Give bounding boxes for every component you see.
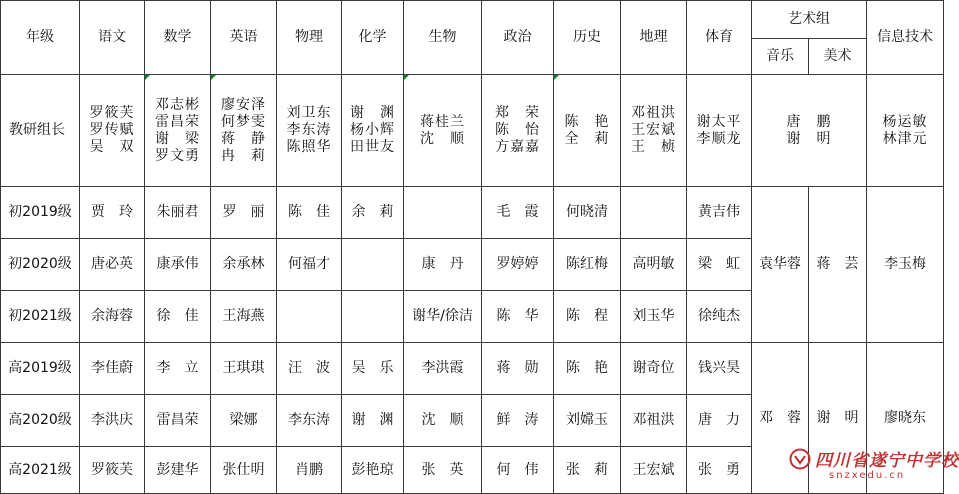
header-math: 数学 [145, 1, 211, 75]
grade-label: 高2019级 [1, 343, 80, 395]
teacher-cell: 钱兴昊 [687, 343, 752, 395]
teacher-cell: 李洪霞 [404, 343, 482, 395]
leader-name: 陈 怡 [495, 122, 540, 138]
teacher-cell: 毛 霞 [482, 187, 554, 239]
teacher-cell: 李东涛 [277, 395, 342, 447]
teacher-cell: 徐 佳 [145, 291, 211, 343]
watermark-url: snzxedu.cn [829, 470, 906, 481]
leaders-math [145, 75, 211, 187]
header-physics: 物理 [277, 1, 342, 75]
teacher-cell: 谢华/徐洁 [404, 291, 482, 343]
leaders-chinese [80, 75, 145, 187]
leader-name: 邓祖洪 [631, 105, 676, 121]
teacher-cell: 彭建华 [145, 447, 211, 494]
header-politics: 政治 [482, 1, 554, 75]
leader-name: 吴 双 [89, 139, 135, 155]
teacher-cell: 鲜 涛 [482, 395, 554, 447]
leader-name: 罗文勇 [155, 147, 200, 164]
teacher-cell: 罗婷婷 [482, 239, 554, 291]
teacher-cell: 邓祖洪 [621, 395, 687, 447]
grade-label: 初2019级 [1, 187, 80, 239]
header-grade: 年级 [1, 1, 80, 75]
leader-name: 罗传赋 [89, 122, 135, 138]
teacher-cell: 高明敏 [621, 239, 687, 291]
teacher-cell: 张 英 [404, 447, 482, 494]
teacher-cell: 何晓清 [554, 187, 621, 239]
leader-name: 陈 艳 [564, 113, 610, 130]
header-pe: 体育 [687, 1, 752, 75]
teacher-cell [621, 187, 687, 239]
leaders-english [211, 75, 277, 187]
teacher-cell: 汪 波 [277, 343, 342, 395]
teacher-cell [342, 291, 404, 343]
grade-label: 初2020级 [1, 239, 80, 291]
header-it: 信息技术 [867, 1, 944, 75]
teacher-cell: 梁 虹 [687, 239, 752, 291]
leader-name: 全 莉 [564, 130, 610, 147]
teacher-cell: 张 勇 [687, 447, 752, 494]
leader-name: 刘卫东 [286, 105, 332, 121]
teacher-cell: 陈红梅 [554, 239, 621, 291]
leader-name: 谢 梁 [155, 130, 200, 147]
teacher-cell: 彭艳琼 [342, 447, 404, 494]
teacher-cell: 陈 艳 [554, 343, 621, 395]
teacher-cell: 刘嫦玉 [554, 395, 621, 447]
teacher-cell: 余 莉 [342, 187, 404, 239]
leaders-geography [621, 75, 687, 187]
teacher-cell: 谢奇位 [621, 343, 687, 395]
leader-name: 廖安泽 [221, 96, 266, 113]
leader-name: 方嘉嘉 [495, 139, 540, 155]
teacher-cell: 何 伟 [482, 447, 554, 494]
teacher-cell: 陈 程 [554, 291, 621, 343]
leader-name: 何梦雯 [221, 113, 266, 130]
header-chinese: 语文 [80, 1, 145, 75]
teacher-cell: 黄吉伟 [687, 187, 752, 239]
leaders-pe [687, 75, 752, 187]
leader-name: 郑 荣 [495, 105, 540, 121]
leader-name: 杨小辉 [350, 122, 395, 138]
header-chemistry: 化学 [342, 1, 404, 75]
teacher-cell: 李 立 [145, 343, 211, 395]
teacher-cell: 唐 力 [687, 395, 752, 447]
teacher-cell: 李洪庆 [80, 395, 145, 447]
senior-it-cell: 廖晓东 [867, 343, 944, 494]
teacher-cell: 刘玉华 [621, 291, 687, 343]
teacher-cell: 徐纯杰 [687, 291, 752, 343]
leader-name: 雷昌荣 [155, 113, 200, 130]
teacher-cell [277, 291, 342, 343]
teacher-cell: 李佳蔚 [80, 343, 145, 395]
header-english: 英语 [211, 1, 277, 75]
leaders-politics [482, 75, 554, 187]
teacher-cell: 张 莉 [554, 447, 621, 494]
leaders-it [867, 75, 944, 187]
junior-fine-art-cell: 蒋 芸 [809, 187, 867, 343]
teacher-cell [342, 239, 404, 291]
teacher-cell: 余承林 [211, 239, 277, 291]
teacher-cell: 王宏斌 [621, 447, 687, 494]
teacher-cell: 陈 佳 [277, 187, 342, 239]
header-history: 历史 [554, 1, 621, 75]
teacher-cell: 王海燕 [211, 291, 277, 343]
leader-name: 田世友 [350, 139, 395, 155]
leader-name: 冉 莉 [221, 147, 266, 164]
header-geography: 地理 [621, 1, 687, 75]
teacher-cell: 罗 丽 [211, 187, 277, 239]
teacher-cell: 蒋 勋 [482, 343, 554, 395]
senior-music-cell: 邓 蓉 [752, 343, 809, 494]
school-watermark [789, 446, 959, 486]
watermark-school-name: 四川省遂宁中学校 [815, 451, 959, 471]
senior-fine-art-cell: 谢 明 [809, 343, 867, 494]
teacher-cell: 罗筱芙 [80, 447, 145, 494]
grade-label: 初2021级 [1, 291, 80, 343]
header-music: 音乐 [752, 39, 809, 75]
leader-name: 李顺龙 [696, 130, 742, 147]
teacher-cell: 肖鹏 [277, 447, 342, 494]
junior-music-cell: 袁华蓉 [752, 187, 809, 343]
leader-name: 蒋桂兰 [420, 113, 465, 130]
leaders-chemistry [342, 75, 404, 187]
teacher-cell: 康承伟 [145, 239, 211, 291]
leader-name: 唐 鹏 [786, 113, 832, 130]
teacher-cell: 康 丹 [404, 239, 482, 291]
grade-label: 高2021级 [1, 447, 80, 494]
teacher-cell: 何福才 [277, 239, 342, 291]
teacher-cell: 王琪琪 [211, 343, 277, 395]
teacher-cell: 陈 华 [482, 291, 554, 343]
leader-name: 王宏斌 [631, 122, 676, 138]
teacher-cell: 沈 顺 [404, 395, 482, 447]
leaders-row-label: 教研组长 [1, 75, 80, 187]
teacher-cell: 梁娜 [211, 395, 277, 447]
junior-it-cell: 李玉梅 [867, 187, 944, 343]
leader-name: 谢 明 [786, 130, 832, 147]
leader-name: 谢 渊 [350, 105, 395, 121]
teacher-cell: 张仕明 [211, 447, 277, 494]
leader-name: 邓志彬 [155, 96, 200, 113]
leader-name: 林津元 [882, 130, 928, 147]
leader-name: 蒋 静 [221, 130, 266, 147]
teacher-cell: 余海蓉 [80, 291, 145, 343]
teacher-cell [404, 187, 482, 239]
teacher-cell: 吴 乐 [342, 343, 404, 395]
header-biology: 生物 [404, 1, 482, 75]
leaders-history [554, 75, 621, 187]
leader-name: 杨运敏 [882, 113, 928, 130]
teacher-cell: 唐必英 [80, 239, 145, 291]
leaders-art [752, 75, 867, 187]
school-logo-icon [789, 448, 811, 470]
teacher-cell: 朱丽君 [145, 187, 211, 239]
leader-name: 王 桢 [631, 139, 676, 155]
teacher-cell: 谢 渊 [342, 395, 404, 447]
teacher-cell: 雷昌荣 [145, 395, 211, 447]
teacher-cell: 贾 玲 [80, 187, 145, 239]
leaders-biology [404, 75, 482, 187]
leader-name: 李东涛 [286, 122, 332, 138]
header-fine-art: 美术 [809, 39, 867, 75]
leader-name: 谢太平 [696, 113, 742, 130]
leader-name: 陈照华 [286, 139, 332, 155]
leaders-physics [277, 75, 342, 187]
leader-name: 沈 顺 [420, 130, 465, 147]
header-art-group: 艺术组 [752, 1, 867, 39]
grade-label: 高2020级 [1, 395, 80, 447]
leader-name: 罗筱芙 [89, 105, 135, 121]
